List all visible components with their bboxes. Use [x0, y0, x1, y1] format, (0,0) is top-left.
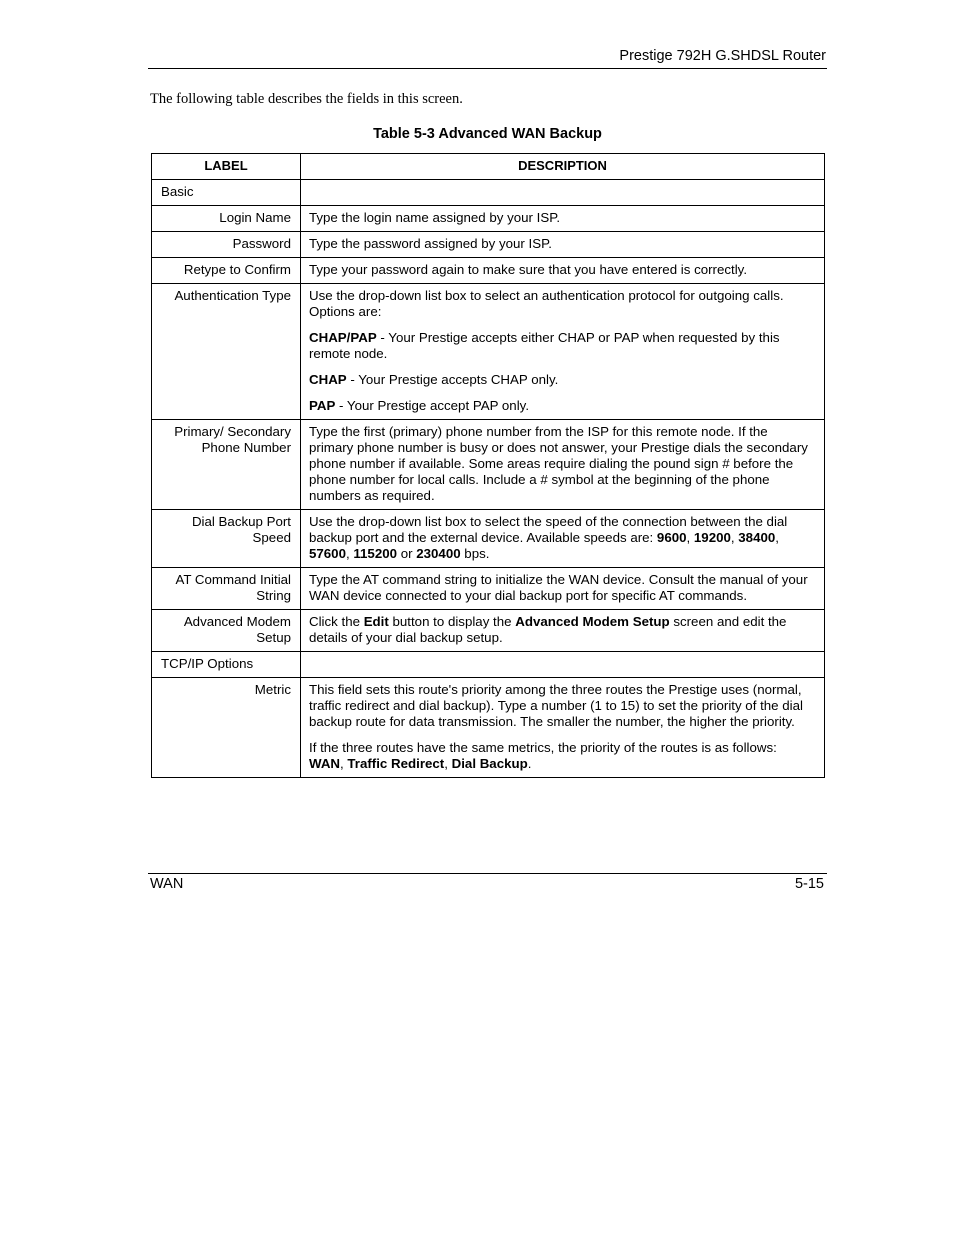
- advanced-wan-backup-table: [151, 153, 825, 778]
- row-label: Authentication Type: [152, 284, 301, 420]
- desc-paragraph: Use the drop-down list box to select an authentication protocol for outgoing calls. Options are:: [309, 288, 784, 319]
- row-description: [301, 180, 825, 206]
- desc-paragraph: If the three routes have the same metrics, the priority of the routes is as follows: WAN, Traffic Redirect, Dial Backup.: [309, 740, 777, 771]
- option-chap-pap: CHAP/PAP - Your Prestige accepts either CHAP or PAP when requested by this remote node.: [309, 330, 780, 361]
- table-row: [152, 678, 825, 778]
- row-label: Basic: [152, 180, 301, 206]
- option-pap: PAP - Your Prestige accept PAP only.: [309, 398, 530, 413]
- row-description: Type the AT command string to initialize the WAN device. Consult the manual of your WAN device connected to your dial backup port for specific AT commands.: [301, 568, 825, 610]
- row-label: Retype to Confirm: [152, 258, 301, 284]
- table-row: [152, 180, 825, 206]
- row-description: Type your password again to make sure that you have entered is correctly.: [301, 258, 825, 284]
- table-header-row: [152, 154, 825, 180]
- row-description: Type the password assigned by your ISP.: [301, 232, 825, 258]
- row-label: Password: [152, 232, 301, 258]
- row-label: Login Name: [152, 206, 301, 232]
- table-row: [152, 206, 825, 232]
- row-description: Click the Edit button to display the Advanced Modem Setup screen and edit the details of your dial backup setup.: [301, 610, 825, 652]
- row-label: Primary/ Secondary Phone Number: [152, 420, 301, 510]
- row-description: [301, 678, 825, 778]
- table-row: [152, 610, 825, 652]
- row-label: AT Command Initial String: [152, 568, 301, 610]
- page-number: 5-15: [794, 876, 824, 892]
- page-header: [148, 47, 827, 69]
- row-description: [301, 652, 825, 678]
- row-label: Advanced Modem Setup: [152, 610, 301, 652]
- table-row: [152, 420, 825, 510]
- header-title: Prestige 792H G.SHDSL Router: [619, 48, 826, 64]
- row-label: TCP/IP Options: [152, 652, 301, 678]
- table-row: [152, 510, 825, 568]
- footer-section: WAN: [150, 876, 184, 892]
- column-header-description: DESCRIPTION: [301, 154, 825, 180]
- row-label: Dial Backup Port Speed: [152, 510, 301, 568]
- table-row: [152, 652, 825, 678]
- option-chap: CHAP - Your Prestige accepts CHAP only.: [309, 372, 559, 387]
- page-footer: [148, 873, 827, 894]
- row-description: Type the login name assigned by your ISP.: [301, 206, 825, 232]
- row-description: [301, 284, 825, 420]
- desc-paragraph: This field sets this route's priority among the three routes the Prestige uses (normal, traffic redirect and dial backup). Type a number (1 to 15) to set the priority of the dial backup route for data transmission. The smaller the number, the higher the priority.: [309, 682, 803, 729]
- table-row: [152, 568, 825, 610]
- table-caption: Table 5-3 Advanced WAN Backup: [373, 126, 602, 142]
- table-row: [152, 232, 825, 258]
- table-row: [152, 258, 825, 284]
- row-description: Type the first (primary) phone number from the ISP for this remote node. If the primary phone number is busy or does not answer, your Prestige dials the secondary phone number if available. Some areas require dialing the pound sign # before the phone number for local calls. Include a # symbol at the beginning of the phone numbers as required.: [301, 420, 825, 510]
- row-description: Use the drop-down list box to select the speed of the connection between the dial backup port and the external device. Available speeds are: 9600, 19200, 38400, 57600, 115200 or 230400 bps.: [301, 510, 825, 568]
- table-row: [152, 284, 825, 420]
- intro-text: The following table describes the fields in this screen.: [150, 91, 463, 107]
- column-header-label: LABEL: [152, 154, 301, 180]
- row-label: Metric: [152, 678, 301, 778]
